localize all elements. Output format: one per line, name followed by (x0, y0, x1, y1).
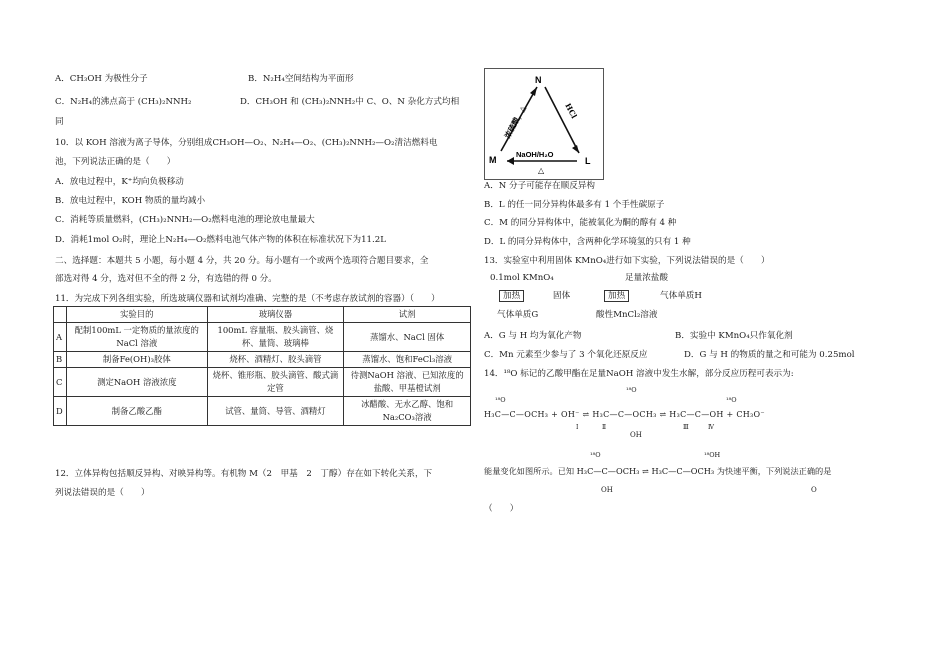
q12-option-c: C．M 的同分异构体中，能被氧化为酮的醇有 4 种 (484, 218, 677, 228)
node-n: N (535, 75, 542, 85)
row-label: B (54, 352, 67, 368)
q12-option-a: A．N 分子可能存在顺反异构 (484, 181, 595, 191)
table-row (54, 323, 471, 352)
q13-flow-gas-g: 气体单质G (497, 310, 539, 320)
arrowhead-n (530, 87, 537, 96)
q13-flow-heat2: 加热 (604, 290, 629, 302)
edge-label-bottom: NaOH/H₂O (516, 150, 554, 159)
arrowhead-m (507, 157, 514, 165)
q14-label-roman-4: Ⅳ (708, 424, 714, 431)
q14-energy-line: 能量变化如图所示。已知 H₃C—C—OCH₃ ⇌ H₃C—C—OCH₃ 为快速平衡，下列说法正确的是 (484, 466, 832, 476)
q12-option-b: B．L 的任一同分异构体最多有 1 个手性碳原子 (484, 200, 665, 210)
row-reagent: 待测NaOH 溶液、已知浓度的盐酸、甲基橙试剂 (344, 368, 471, 397)
q14-label-18o-3: ¹⁸O (726, 396, 737, 404)
table-header-cell: 试剂 (344, 307, 471, 323)
q14-stem: 14．¹⁸O 标记的乙酸甲酯在足量NaOH 溶液中发生水解，部分反应历程可表示为: (484, 369, 794, 379)
q13-option-b: B．实验中 KMnO₄只作氧化剂 (675, 331, 793, 341)
table-header-row (54, 307, 471, 323)
row-glassware: 烧杯、酒精灯、胶头滴管 (207, 352, 344, 368)
q10-stem-line2: 池，下列说法正确的是（ ） (55, 157, 176, 167)
node-m: M (489, 155, 497, 165)
row-glassware: 烧杯、锥形瓶、胶头滴管、酸式滴定管 (207, 368, 344, 397)
q10-option-a: A．放电过程中，K⁺均向负极移动 (55, 177, 184, 187)
q14-label-roman-2: Ⅱ (602, 424, 607, 431)
row-label: D (54, 397, 67, 426)
q9-option-d-line1: D．CH₃OH 和 (CH₃)₂NNH₂中 C、O、N 杂化方式均相 (240, 97, 460, 107)
q14-reaction-chain: H₃C—C—OCH₃ + OH⁻ ⇌ H₃C—C—OCH₃ ⇌ H₃C—C—OH + CH₃O⁻ (484, 410, 765, 419)
node-l: L (585, 156, 591, 166)
q11-stem: 11．为完成下列各组实验，所选玻璃仪器和试剂均准确、完整的是（不考虑存放试剂的容器）（ ） (55, 294, 440, 304)
q10-option-c: C．消耗等质量燃料，(CH₃)₂NNH₂—O₂燃料电池的理论放电量最大 (55, 215, 315, 225)
table-row (54, 368, 471, 397)
q13-flow-heat1: 加热 (499, 290, 524, 302)
row-glassware: 试管、量筒、导管、酒精灯 (207, 397, 344, 426)
q9-option-b: B．N₂H₄空间结构为平面形 (248, 74, 354, 84)
q13-flow-heat2-box (604, 291, 629, 301)
q10-stem-line1: 10．以 KOH 溶液为离子导体，分别组成CH₃OH—O₂、N₂H₄—O₂、(CH₃)₂NNH₂—O₂清洁燃料电 (55, 138, 438, 148)
row-label: C (54, 368, 67, 397)
q14-label-roman-1: Ⅰ (576, 424, 579, 431)
q13-flow-solid: 固体 (553, 291, 571, 301)
row-aim: 测定NaOH 溶液浓度 (66, 368, 207, 397)
q14-energy-18o-1: ¹⁸O (590, 451, 601, 459)
q12-option-d: D．L 的同分异构体中，含两种化学环境氢的只有 1 种 (484, 237, 691, 247)
row-reagent: 冰醋酸、无水乙醇、饱和Na₂CO₃溶液 (344, 397, 471, 426)
q13-option-d: D．G 与 H 的物质的量之和可能为 0.25mol (684, 350, 855, 360)
row-aim: 制备乙酸乙酯 (66, 397, 207, 426)
q13-flow-gas-h: 气体单质H (660, 291, 702, 301)
q14-energy-18o-2: ¹⁸OH (704, 451, 721, 459)
table-header-cell: 玻璃仪器 (207, 307, 344, 323)
row-reagent: 蒸馏水、NaCl 固体 (344, 323, 471, 352)
q13-flow-solution: 酸性MnCl₂溶液 (596, 310, 658, 320)
q14-label-oh: OH (630, 431, 642, 439)
q9-option-c: C．N₂H₄的沸点高于 (CH₃)₂NNH₂ (55, 97, 192, 107)
table-row (54, 352, 471, 368)
q13-flow-acid: 足量浓盐酸 (625, 273, 668, 283)
q11-table (53, 306, 471, 426)
row-aim: 制备Fe(OH)₃胶体 (66, 352, 207, 368)
q12-stem-line2: 列说法错误的是（ ） (55, 488, 150, 498)
edge-label-bottom-condition: △ (538, 165, 545, 175)
q10-option-b: B．放电过程中，KOH 物质的量均减小 (55, 196, 206, 206)
table-header-cell (54, 307, 67, 323)
table-row (54, 397, 471, 426)
arrow-n-to-l (545, 87, 579, 153)
conversion-diagram (484, 68, 604, 180)
q12-stem-line1: 12．立体异构包括顺反异构、对映异构等。有机物 M（2 甲基 2 丁醇）存在如下转化关系，下 (55, 469, 433, 479)
row-glassware: 100mL 容量瓶、胶头滴管、烧杯、量筒、玻璃棒 (207, 323, 344, 352)
q14-energy-o: O (811, 486, 817, 494)
q13-flow-heat1-box (499, 291, 524, 301)
q13-stem: 13．实验室中利用固体 KMnO₄进行如下实验，下列说法错误的是（ ） (484, 256, 770, 266)
edge-label-right: HCl (563, 101, 579, 120)
row-reagent: 蒸馏水、饱和FeCl₃溶液 (344, 352, 471, 368)
q14-label-18o-1: ¹⁸O (626, 386, 637, 394)
q14-energy-oh: OH (601, 486, 613, 494)
q9-option-d-line2: 同 (55, 117, 64, 127)
q9-option-a: A．CH₃OH 为极性分子 (55, 74, 148, 84)
q13-option-a: A．G 与 H 均为氧化产物 (484, 331, 582, 341)
conversion-diagram-svg (485, 69, 603, 179)
section2-instructions-line1: 二、选择题：本题共 5 小题，每小题 4 分，共 20 分。每小题有一个或两个选项符合题目要求，全 (55, 256, 429, 266)
q13-option-c: C．Mn 元素至少参与了 3 个氧化还原反应 (484, 350, 648, 360)
q14-label-roman-3: Ⅲ (683, 424, 689, 431)
q14-stem-end: （ ） (484, 504, 519, 514)
row-label: A (54, 323, 67, 352)
q14-label-18o-2: ¹⁸O (495, 396, 506, 404)
q10-option-d: D．消耗1mol O₂时，理论上N₂H₄—O₂燃料电池气体产物的体积在标准状况下为11.2L (55, 235, 386, 245)
section2-instructions-line2: 部选对得 4 分，选对但不全的得 2 分，有选错的得 0 分。 (55, 274, 277, 284)
row-aim: 配制100mL 一定物质的量浓度的NaCl 溶液 (66, 323, 207, 352)
edge-label-left: 浓硫酸，△ (502, 104, 528, 140)
arrowhead-l (572, 145, 579, 153)
table-header-cell: 实验目的 (66, 307, 207, 323)
q13-flow-start: 0.1mol KMnO₄ (490, 273, 554, 283)
